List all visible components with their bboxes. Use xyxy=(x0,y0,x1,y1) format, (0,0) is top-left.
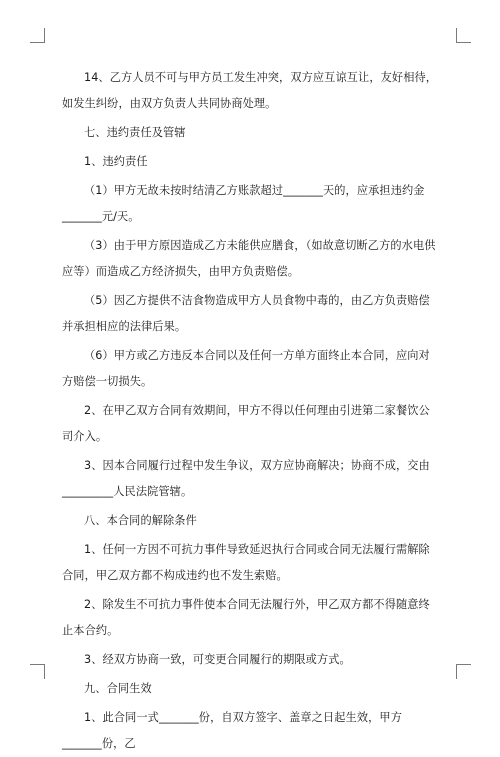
section-heading-termination-conditions: 八、本合同的解除条件 xyxy=(84,514,197,527)
clause-force-majeure: 1、任何一方因不可抗力事件导致延迟执行合同或合同无法履行需解除合同，甲乙双方都不构成违约也不发生索赔。 xyxy=(62,543,430,582)
clause-no-arbitrary-termination: 2、除发生不可抗力事件使本合同无法履行外，甲乙双方都不得随意终止本合约。 xyxy=(62,598,430,637)
clause-14-conflict: 14、乙方人员不可与甲方员工发生冲突，双方应互谅互让，友好相待，如发生纠纷，由双方负责人共同协商处理。 xyxy=(62,71,438,110)
section-heading-effectiveness: 九、合同生效 xyxy=(84,682,152,695)
crop-mark-top-right xyxy=(456,28,471,43)
clause-unilateral-termination: （6）甲方或乙方违反本合同以及任何一方单方面终止本合同，应向对方赔偿一切损失。 xyxy=(62,349,430,388)
clause-dispute-court: 3、因本合同履行过程中发生争议，双方应协商解决；协商不成，交由_________人民法院管辖。 xyxy=(62,459,430,498)
document-body xyxy=(62,65,438,757)
clause-late-payment: （1）甲方无故未按时结清乙方账款超过_______天的，应承担违约金_______元/天。 xyxy=(62,184,425,223)
clause-mutual-modification: 3、经双方协商一致，可变更合同履行的期限或方式。 xyxy=(84,653,351,666)
subheading-breach-liability: 1、违约责任 xyxy=(84,155,148,168)
section-heading-breach-jurisdiction: 七、违约责任及管辖 xyxy=(84,126,186,139)
crop-mark-top-left xyxy=(30,28,45,43)
clause-copies-effectiveness: 1、此合同一式_______份，自双方签字、盖章之日起生效，甲方_______份，乙 xyxy=(62,711,402,750)
crop-mark-bottom-right xyxy=(456,664,471,679)
crop-mark-bottom-left xyxy=(30,664,45,679)
clause-no-second-caterer: 2、在甲乙双方合同有效期间，甲方不得以任何理由引进第二家餐饮公司介入。 xyxy=(62,404,430,443)
clause-meal-supply-failure: （3）由于甲方原因造成乙方未能供应膳食，（如故意切断乙方的水电供应等）而造成乙方经济损失，由甲方负责赔偿。 xyxy=(62,239,436,278)
clause-food-poisoning: （5）因乙方提供不洁食物造成甲方人员食物中毒的，由乙方负责赔偿并承担相应的法律后果。 xyxy=(62,294,430,333)
